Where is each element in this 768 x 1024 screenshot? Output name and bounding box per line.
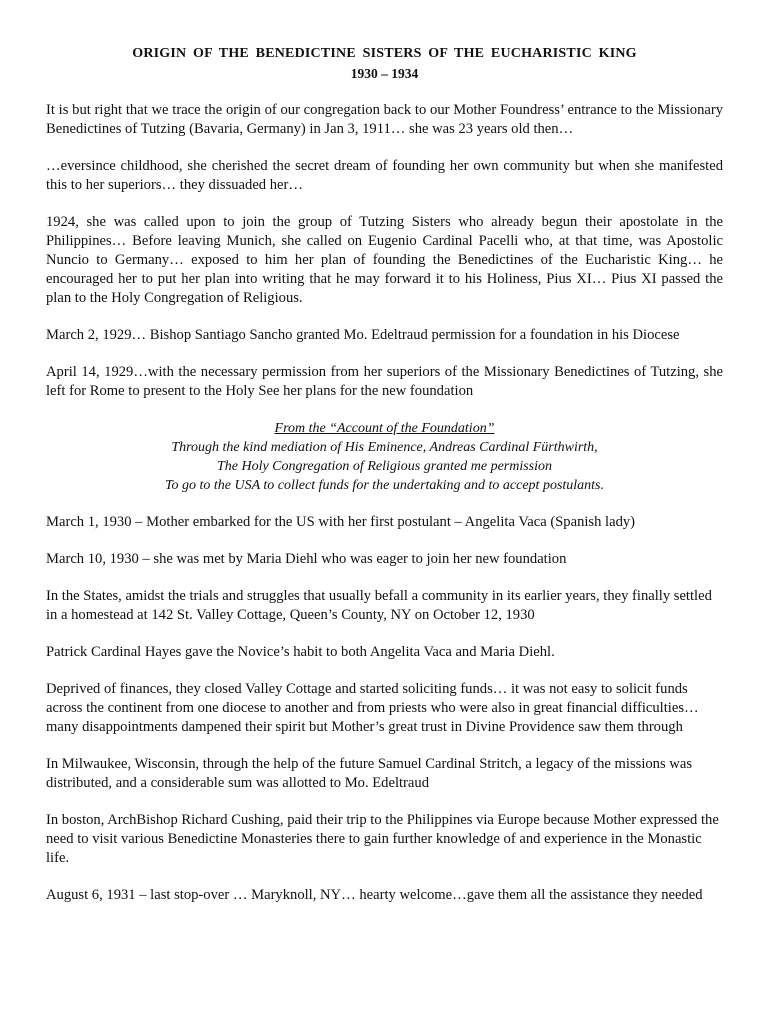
paragraph-childhood-dream: …eversince childhood, she cherished the secret dream of founding her own community but when she manifested this to her superiors… they dissuaded her… — [46, 158, 723, 193]
quote-line: Through the kind mediation of His Eminence, Andreas Cardinal Fürthwirth, — [171, 440, 598, 455]
paragraph-march-1929: March 2, 1929… Bishop Santiago Sancho granted Mo. Edeltraud permission for a foundation in his Diocese — [46, 327, 680, 343]
paragraph-novice-habit: Patrick Cardinal Hayes gave the Novice’s habit to both Angelita Vaca and Maria Diehl. — [46, 644, 555, 660]
paragraph-boston: In boston, ArchBishop Richard Cushing, paid their trip to the Philippines via Europe because Mother expressed the need to visit various Benedictine Monasteries there to gain further knowledge of and experience in the Monastic life. — [46, 812, 719, 866]
paragraph-march-10-1930: March 10, 1930 – she was met by Maria Diehl who was eager to join her new foundation — [46, 551, 567, 567]
paragraph-valley-cottage: In the States, amidst the trials and struggles that usually befall a community in its earlier years, they finally settled in a homestead at 142 St. Valley Cottage, Queen’s County, NY on October 12, 1930 — [46, 588, 712, 623]
paragraph-1924: 1924, she was called upon to join the group of Tutzing Sisters who already begun their apostolate in the Philippines… Before leaving Munich, she called on Eugenio Cardinal Pacelli who, at that time, was Apostolic Nuncio to Germany… exposed to him her plan of founding the Benedictines of the Eucharistic King… he encouraged her to put her plan into writing that he may forward it to his Holiness, Pius XI… Pius XI passed the plan to the Holy Congregation of Religious. — [46, 214, 723, 306]
paragraph-march-1-1930: March 1, 1930 – Mother embarked for the US with her first postulant – Angelita Vaca (Spanish lady) — [46, 514, 636, 530]
quote-heading: From the “Account of the Foundation” — [274, 421, 495, 436]
document-title: ORIGIN OF THE BENEDICTINE SISTERS OF THE EUCHARISTIC KING — [132, 46, 637, 61]
document-years: 1930 – 1934 — [350, 66, 419, 81]
paragraph-maryknoll: August 6, 1931 – last stop-over … Maryknoll, NY… hearty welcome…gave them all the assistance they needed — [46, 887, 703, 903]
quote-line: To go to the USA to collect funds for the undertaking and to accept postulants. — [164, 478, 605, 493]
paragraph-soliciting-funds: Deprived of finances, they closed Valley Cottage and started soliciting funds… it was not easy to solicit funds across the continent from one diocese to another and from priests who were also in great financial difficulties…many disappointments dampened their spirit but Mother’s great trust in Divine Providence saw them through — [46, 681, 699, 735]
account-quote — [46, 419, 723, 495]
document-page — [46, 44, 723, 923]
paragraph-milwaukee: In Milwaukee, Wisconsin, through the help of the future Samuel Cardinal Stritch, a legacy of the missions was distributed, and a considerable sum was allotted to Mo. Edeltraud — [46, 756, 692, 791]
quote-line: The Holy Congregation of Religious granted me permission — [216, 459, 553, 474]
paragraph-mother-foundress: It is but right that we trace the origin of our congregation back to our Mother Foundress’ entrance to the Missionary Benedictines of Tutzing (Bavaria, Germany) in Jan 3, 1911… she was 23 years old then… — [46, 102, 723, 137]
paragraph-april-1929: April 14, 1929…with the necessary permission from her superiors of the Missionary Benedictines of Tutzing, she left for Rome to present to the Holy See her plans for the new foundation — [46, 364, 723, 399]
